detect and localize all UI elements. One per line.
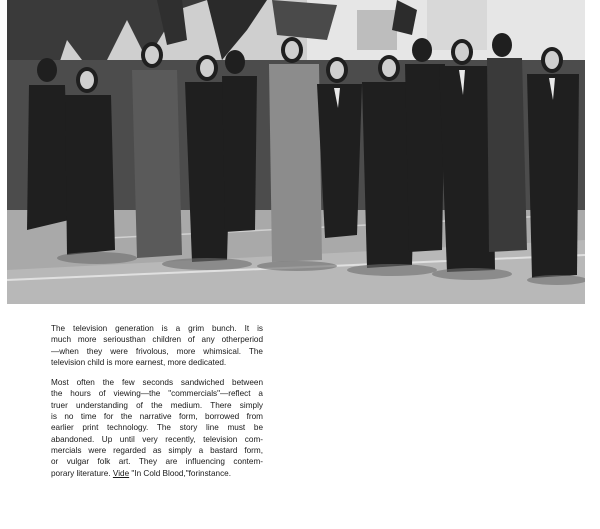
text-line: or vulgar folk art. They are influencing contem- <box>51 457 263 467</box>
text-line: truer understanding of the medium. There simply <box>51 400 263 410</box>
text-line: mercials were regarded as simply a bastard form, <box>51 445 263 455</box>
text-line: The television generation is a grim bunch. It is <box>51 324 263 333</box>
text-line: much more seriousthan children of any otherperiod <box>51 335 263 345</box>
text-line: earlier print technology. The story line must be <box>51 423 263 433</box>
article-text <box>51 323 263 479</box>
text-line: —when they were frivolous, more whimsical. The <box>51 346 263 356</box>
text-line: abandoned. Up until very recently, television com- <box>51 434 263 444</box>
paragraph-2 <box>51 377 263 479</box>
text-line: the hours of viewing—the "commercials"—reflect a <box>51 389 263 399</box>
vide-link-text: Vide <box>112 468 130 478</box>
final-line-prefix: porary literature. <box>51 468 113 478</box>
text-line: is no time for the narrative form, borrowed from <box>51 412 263 422</box>
text-line: television child is more earnest, more dedicated. <box>51 357 227 367</box>
text-line-final <box>51 468 263 479</box>
paragraph-1 <box>51 323 263 368</box>
final-line-suffix: "In Cold Blood,"forinstance. <box>129 468 231 478</box>
procession-photo <box>7 0 585 304</box>
text-line: Most often the few seconds sandwiched between <box>51 378 263 388</box>
